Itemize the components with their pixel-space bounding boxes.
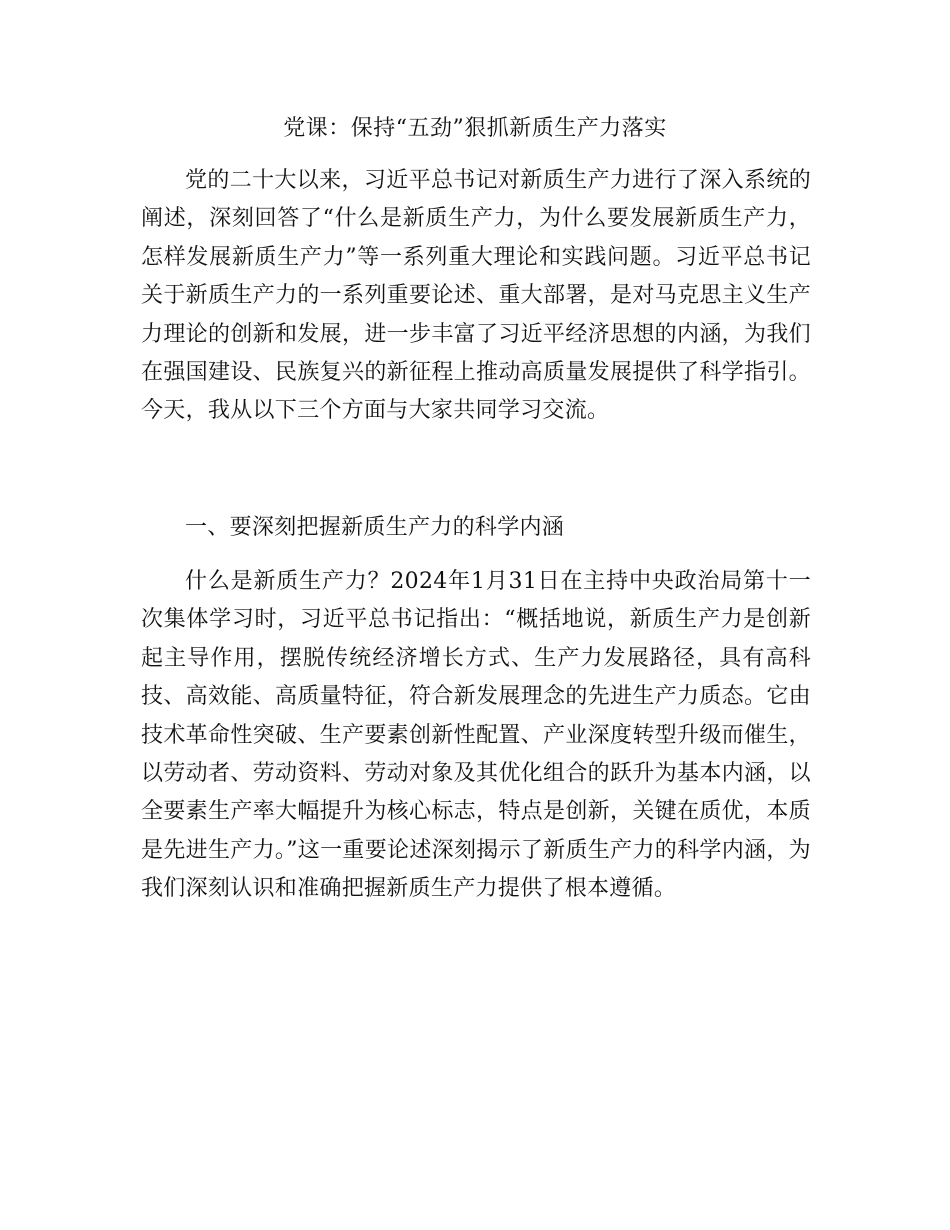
section-1-paragraph: 什么是新质生产力？2024年1月31日在主持中央政治局第十一次集体学习时，习近平总书记指出：“概括地说，新质生产力是创新起主导作用，摆脱传统经济增长方式、生产力发展路径，具有高科技、高效能、高质量特征，符合新发展理念的先进生产力质态。它由技术革命性突破、生产要素创新性配置、产业深度转型升级而催生，以劳动者、劳动资料、劳动对象及其优化组合的跃升为基本内涵，以全要素生产率大幅提升为核心标志，特点是创新，关键在质优，本质是先进生产力。”这一重要论述深刻揭示了新质生产力的科学内涵，为我们深刻认识和准确把握新质生产力提供了根本遵循。 (141, 569, 811, 902)
document-title: 党课：保持“五劲”狠抓新质生产力落实 (283, 116, 667, 141)
intro-paragraph: 党的二十大以来，习近平总书记对新质生产力进行了深入系统的阐述，深刻回答了“什么是新质生产力，为什么要发展新质生产力，怎样发展新质生产力”等一系列重大理论和实践问题。习近平总书记关于新质生产力的一系列重要论述、重大部署，是对马克思主义生产力理论的创新和发展，进一步丰富了习近平经济思想的内涵，为我们在强国建设、民族复兴的新征程上推动高质量发展提供了科学指引。今天，我从以下三个方面与大家共同学习交流。 (141, 168, 811, 424)
section-heading-1: 一、要深刻把握新质生产力的科学内涵 (185, 515, 565, 540)
